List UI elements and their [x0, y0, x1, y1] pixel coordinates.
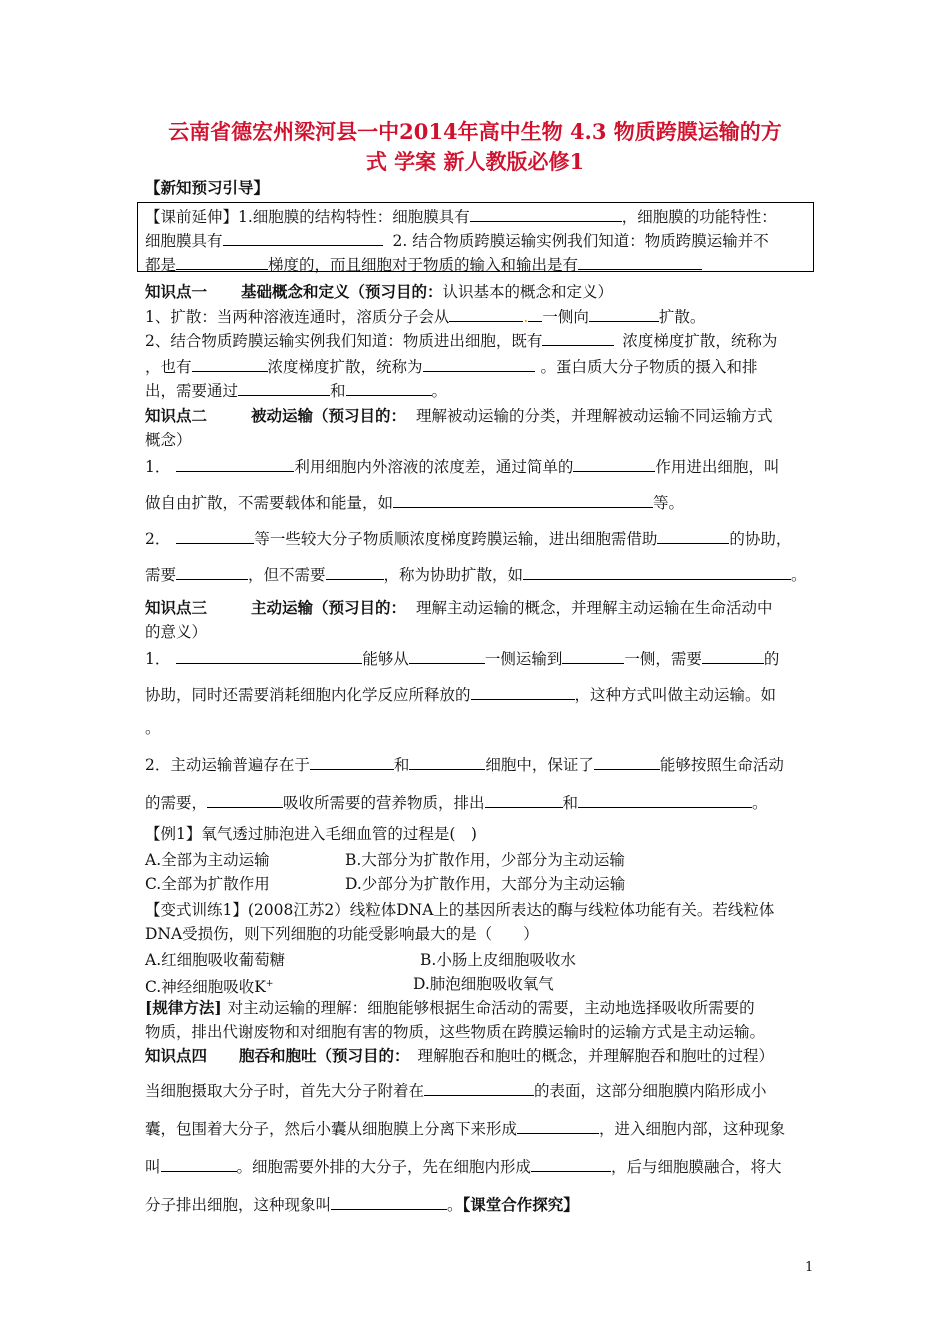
example1-stem: 【例1】氧气透过肺泡进入毛细血管的过程是( ): [145, 825, 477, 843]
blank: [594, 754, 660, 770]
k4-p1b: 的表面，这部分细胞膜内陷形成小: [534, 1082, 767, 1100]
k3-p5c: 和: [562, 794, 579, 812]
k2-heading: [145, 406, 773, 426]
k1-p2b: 浓度梯度扩散，统称为: [622, 332, 778, 350]
blank: [331, 1194, 447, 1210]
blank: [578, 254, 702, 270]
k3-goal: 理解主动运输的概念，并理解主动运输在生命活动中: [416, 599, 773, 617]
box-line-1: [145, 206, 777, 227]
variant1-option-a: A.红细胞吸收葡萄糖: [145, 951, 286, 969]
blank: [223, 230, 383, 246]
blank: [517, 1118, 599, 1134]
k1-p4b: 和: [330, 382, 346, 400]
k4-p3b: 。细胞需要外排的大分子，先在细胞内形成: [236, 1158, 532, 1176]
k2-p2b: 等。: [653, 494, 685, 512]
k2-line-2: [145, 492, 684, 513]
blank: [562, 648, 624, 664]
k1-p1b: 一侧向: [542, 308, 589, 326]
k4-line-2: [145, 1118, 785, 1139]
variant1-option-c: [145, 974, 273, 997]
blank: [192, 356, 268, 372]
blank: [176, 254, 268, 270]
k4-p4b: 。: [447, 1196, 463, 1214]
blank: [578, 792, 752, 808]
k3-name: 主动运输（预习目的：: [251, 598, 407, 617]
k2-line-1: [145, 456, 779, 477]
k4-name: 胞吞和胞吐（预习目的：: [239, 1046, 410, 1065]
k3-line-2: [145, 684, 776, 705]
blank: [449, 306, 523, 322]
k2-name: 被动运输（预习目的：: [251, 406, 407, 425]
k4-p3a: 叫: [145, 1158, 161, 1176]
k4-p2a: 囊，包围着大分子，然后小囊从细胞膜上分离下来形成: [145, 1120, 518, 1138]
k3-line-4: [145, 754, 784, 775]
example1-option-d: D.少部分为扩散作用，大部分为主动运输: [345, 875, 626, 893]
box-l2b: 2. 结合物质跨膜运输实例我们知道：物质跨膜运输并不: [392, 232, 769, 250]
blank: [409, 754, 485, 770]
doc-title-line1: 云南省德宏州梁河县一中2014年高中生物 4.3 物质跨膜运输的方: [168, 119, 782, 144]
k3-p5a: 的需要，: [145, 794, 208, 812]
k2-p3b: 等一些较大分子物质顺浓度梯度跨膜运输，进出细胞需借助: [254, 530, 658, 548]
k3-p1c: 一侧运输到: [484, 650, 563, 668]
k4-line-3: [145, 1156, 782, 1177]
box-line-3: [145, 254, 702, 275]
k1-p1c: 扩散。: [658, 308, 706, 326]
blank: [702, 648, 764, 664]
k3-p2a: 协助，同时还需要消耗细胞内化学反应所释放的: [145, 686, 471, 704]
k1-line-2: [145, 330, 777, 351]
k1-p1a: 1、扩散：当两种溶液连通时，溶质分子会从: [145, 308, 450, 326]
blank: [176, 456, 294, 472]
blank: [393, 492, 653, 508]
blank: [176, 564, 248, 580]
k3-p4d: 能够按照生命活动: [659, 756, 784, 774]
blank: [485, 792, 563, 808]
k1-p3a: ，也有: [145, 358, 192, 376]
blank: [207, 792, 283, 808]
k1-p4a: 出，需要通过: [145, 382, 239, 400]
k4-p4c: 【课堂合作探究】: [462, 1195, 579, 1214]
blank: [589, 306, 659, 322]
box-line-2: [145, 230, 769, 251]
k4-goal: 理解胞吞和胞吐的概念，并理解胞吞和胞吐的过程）: [417, 1047, 775, 1065]
k2-p1b: 利用细胞内外溶液的浓度差，通过简单的: [294, 458, 574, 476]
blank: [657, 528, 729, 544]
variant1-option-d: D.肺泡细胞吸收氧气: [413, 975, 554, 993]
k3-p1e: 的: [763, 650, 780, 668]
blank: [423, 356, 535, 372]
box-l3a: 都是: [145, 256, 177, 274]
page-number: 1: [805, 1260, 814, 1275]
k4-line-1: [145, 1080, 767, 1101]
variant1-c-sup: +: [265, 979, 274, 989]
k2-p4b: ，但不需要: [248, 566, 326, 584]
k3-p4c: 细胞中，保证了: [485, 756, 594, 774]
example1-option-b: B.大部分为扩散作用，少部分为主动运输: [345, 851, 625, 869]
k4-heading: [145, 1046, 774, 1066]
k3-p4b: 和: [393, 756, 410, 774]
blank: [531, 1156, 611, 1172]
k1-goal: 认识基本的概念和定义）: [442, 283, 614, 301]
blank: [161, 1156, 237, 1172]
blank: [470, 206, 622, 222]
k3-line-1: [145, 648, 779, 669]
k1-p2a: 2、结合物质跨膜运输实例我们知道：物质进出细胞，既有: [145, 332, 543, 350]
blank: [176, 528, 254, 544]
blank: [528, 306, 542, 322]
rule-line-1: [145, 998, 755, 1018]
k3-p1a: 1．: [145, 650, 171, 668]
k2-goal: 理解被动运输的分类，并理解被动运输不同运输方式: [416, 407, 773, 425]
box-l1a: 【课前延伸】1.细胞膜的结构特性：细胞膜具有: [145, 208, 470, 226]
box-l3b: 梯度的，而且细胞对于物质的输入和输出是有: [268, 256, 579, 274]
k1-line-1: 1、扩散：当两种溶液连通时，溶质分子会从 . 一侧向 扩散。: [145, 308, 706, 326]
blank: [176, 648, 362, 664]
k2-p3a: 2．: [145, 530, 171, 548]
k3-goal-cont: 的意义）: [145, 623, 208, 641]
box-l1b: ，细胞膜的功能特性：: [621, 208, 777, 226]
k2-line-4: [145, 564, 807, 585]
blank: [326, 564, 384, 580]
k2-p1c: 作用进出细胞，叫: [655, 458, 780, 476]
k3-p1d: 一侧，需要: [624, 650, 702, 668]
k1-p3b: 浓度梯度扩散，统称为: [267, 358, 423, 376]
k3-p2b: ，这种方式叫做主动运输。如: [574, 686, 777, 704]
blank: [573, 456, 655, 472]
k4-p4a: 分子排出细胞，这种现象叫: [145, 1196, 332, 1214]
k1-head: 知识点一: [145, 282, 208, 301]
k1-line-4: [145, 380, 447, 401]
blank: [542, 330, 614, 346]
k2-p4c: ，称为协助扩散，如: [383, 566, 524, 584]
k2-p4d: 。: [791, 566, 807, 584]
k3-p4a: 2．主动运输普遍存在于: [145, 756, 310, 774]
k1-name: 基础概念和定义（预习目的：: [241, 282, 443, 301]
k3-p1b: 能够从: [362, 650, 409, 668]
k2-p3c: 的协助，: [729, 530, 792, 548]
k3-head: 知识点三: [145, 598, 208, 617]
k4-line-4: [145, 1194, 579, 1215]
blank: [238, 380, 330, 396]
example1-option-c: C.全部为扩散作用: [145, 875, 270, 893]
rule-l1: 对主动运输的理解：细胞能够根据生命活动的需要，主动地选择吸收所需要的: [227, 999, 755, 1017]
k3-line-5: [145, 792, 768, 813]
k3-p5d: 。: [752, 794, 768, 812]
k2-p4a: 需要: [145, 566, 177, 584]
k3-line-3: 。: [145, 719, 161, 737]
blank: [424, 1080, 534, 1096]
k2-head: 知识点二: [145, 406, 208, 425]
k3-heading: [145, 598, 773, 618]
blank: [310, 754, 394, 770]
variant1-c-text: C.神经细胞吸收K: [145, 978, 266, 997]
rule-head: [规律方法]: [145, 998, 222, 1017]
variant1-stem-1: 【变式训练1】(2008江苏2）线粒体DNA上的基因所表达的酶与线粒体功能有关。若线粒体: [145, 901, 775, 919]
doc-title-line2: 式 学案 新人教版必修1: [365, 149, 585, 174]
k4-p1a: 当细胞摄取大分子时，首先大分子附着在: [145, 1082, 425, 1100]
box-l2a: 细胞膜具有: [145, 232, 223, 250]
k2-line-3: [145, 528, 791, 549]
example1-option-a: A.全部为主动运输: [145, 851, 270, 869]
blank: [471, 684, 575, 700]
section-preview-heading: 【新知预习引导】: [145, 178, 270, 197]
k2-p2a: 做自由扩散，不需要载体和能量，如: [145, 494, 394, 512]
k1-p4c: 。: [431, 382, 448, 400]
k1-line-3: [145, 356, 758, 377]
variant1-stem-2: DNA受损伤，则下列细胞的功能受影响最大的是（ ）: [145, 925, 539, 943]
blank: [523, 564, 791, 580]
k2-p1a: 1．: [145, 458, 171, 476]
blank: [346, 380, 432, 396]
rule-line-2: 物质，排出代谢废物和对细胞有害的物质，这些物质在跨膜运输时的运输方式是主动运输。: [145, 1023, 766, 1041]
k1-heading: [145, 282, 613, 302]
k4-p3c: ，后与细胞膜融合，将大: [611, 1158, 782, 1176]
k4-p2b: ，进入细胞内部，这种现象: [599, 1120, 786, 1138]
variant1-option-b: B.小肠上皮细胞吸收水: [420, 951, 576, 969]
k3-p5b: 吸收所需要的营养物质，排出: [283, 794, 485, 812]
k2-goal-cont: 概念）: [145, 431, 192, 449]
k4-head: 知识点四: [145, 1046, 208, 1065]
blank: [409, 648, 485, 664]
k1-p3c: 。蛋白质大分子物质的摄入和排: [540, 358, 758, 376]
